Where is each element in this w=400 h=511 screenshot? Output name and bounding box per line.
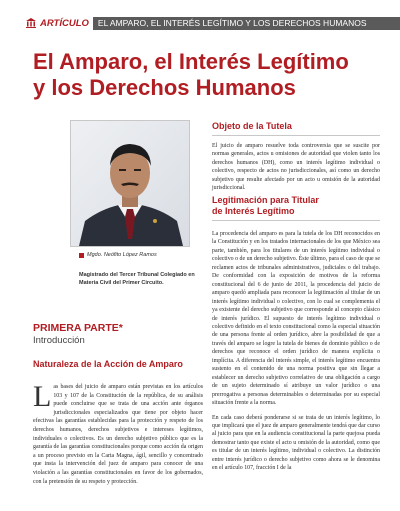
- article-title: [33, 49, 378, 101]
- part-subtitle: Introducción: [33, 335, 85, 346]
- columns-building-icon: [26, 18, 36, 28]
- legitimacion-section: [212, 195, 380, 221]
- author-bio: Magistrado del Tercer Tribunal Colegiado en Materia Civil del Primer Circuito.: [79, 272, 195, 286]
- legitimacion-body-wrap: [212, 230, 380, 473]
- naturaleza-heading: Naturaleza de la Acción de Amparo: [33, 359, 183, 369]
- objeto-body-wrap: [212, 142, 380, 193]
- legitimacion-heading-line-2: de Interés Legítimo: [212, 206, 295, 216]
- part-heading: [33, 322, 203, 347]
- photo-caption: [79, 252, 199, 258]
- author-name: Mgdo. Neófito López Ramos: [87, 252, 157, 258]
- section-label: ARTÍCULO: [40, 17, 89, 29]
- objeto-section: [212, 121, 380, 136]
- legitimacion-body-2: En cada caso deberá ponderarse si se trata de un interés legítimo, lo que implicará que el juez de amparo generalmente tendrá que dar curso al juicio para que en la audiencia constitucional la parte quejosa pueda demostrar tanto que existe el acto u omisión de la autoridad, como que es titular de un interés legítimo, individual o colectivo. La distinción entre interés jurídico o derecho subjetivo como ahora se le denomina en el artículo 107, fracción I de la: [212, 414, 380, 472]
- running-title: EL AMPARO, EL INTERÉS LEGÍTIMO Y LOS DERECHOS HUMANOS: [93, 17, 400, 30]
- title-line-2: y los Derechos Humanos: [33, 75, 296, 100]
- objeto-body: El juicio de amparo resuelve toda controversia que se suscite por normas generales, actos u omisiones de autoridad que violen tanto los derechos humanos (DH), como un interés legítimo individual o colectivo, respecto de actos no jurisdiccionales, así como un derecho subjetivo que resulte afectado por un acto u omisión de la autoridad jurisdiccional.: [212, 143, 380, 192]
- caption-marker: [79, 253, 84, 258]
- part-label: PRIMERA PARTE*: [33, 322, 123, 334]
- naturaleza-body: [33, 380, 203, 486]
- legitimacion-heading-line-1: Legitimación para Titular: [212, 195, 319, 205]
- naturaleza-text: as bases del juicio de amparo están previstas en los artículos 103 y 107 de la Constitución de la república, de su análisis puede concluirse que se trata de una acción ante órganos jurisdiccionales especializados que tiene por objeto hacer efectivas las garantías establecidas para la protección y respeto de los derechos humanos, derechos subjetivos e intereses legítimos, individuales o colectivos. Es un derecho subjetivo público que es la garantía de las garantías constitucionales porque como acción da origen a un proceso previsto en la Carta Magna, ágil, sencillo y concentrado que insta la intervención del juez de amparo para conocer de una violación a las garantías constitucionales en favor de los gobernados, con la pretensión de su respeto y protección.: [33, 384, 203, 485]
- legitimacion-body-1: La procedencia del amparo es para la tutela de los DH reconocidos en la Constitución y en los tratados internacionales de los que México sea parte, también, para los titulares de un interés legítimo individual o colectivo o de un derecho subjetivo. Éste último, para el caso de que se reclamen actos de tribunales administrativos, judiciales o del trabajo. De conformidad con la exposición de motivos de la reforma constitucional del 6 de junio de 2011, la procedencia del juicio de amparo quedó ampliada para reconocer la legitimación al titular de un interés legítimo individual o colectivo, con lo cual se complementa el ya existente del derecho subjetivo que corresponde al concepto clásico de interés jurídico. El supuesto de interés legítimo individual o colectivo definido en el texto constitucional como la especial situación de una persona frente al orden jurídico, abre la posibilidad de que a través del amparo se logre la tutela de bienes de dominio público o de derechos que reconoce el orden jurídico de manera explícita o implícita. A diferencia del interés simple, el interés legítimo encuentra sustento en el contenido de una norma positiva que sin llegar a establecer un derecho subjetivo correlativo de una obligación a cargo de un sujeto determinado sí atribuye un valor jurídico o una prerrogativa a personas determinables o determinadas por su especial situación frente a la norma.: [212, 231, 380, 407]
- title-line-1: El Amparo, el Interés Legítimo: [33, 49, 349, 74]
- drop-cap: L: [33, 380, 52, 413]
- legitimacion-heading: [212, 195, 380, 221]
- objeto-heading: Objeto de la Tutela: [212, 121, 380, 136]
- author-photo: [70, 120, 190, 247]
- running-header: [0, 16, 400, 30]
